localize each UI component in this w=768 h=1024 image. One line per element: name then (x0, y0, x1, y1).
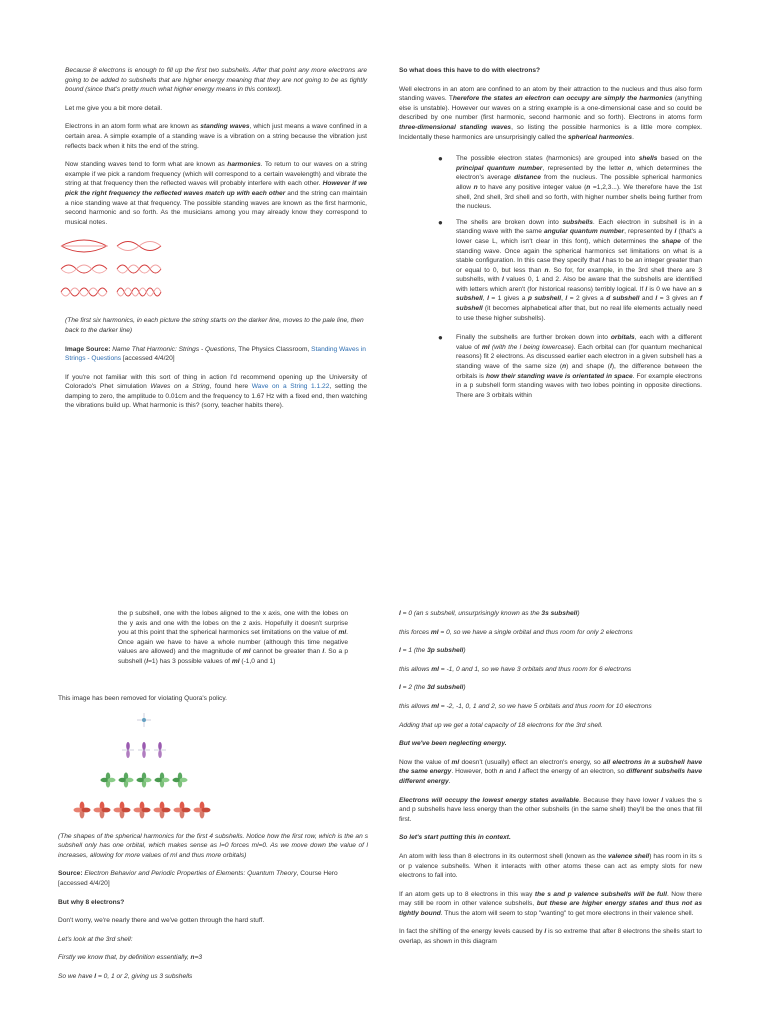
bullet-icon: ● (438, 333, 443, 343)
l0-line: l = 0 (an s subshell, unsurprisingly known as the 3s subshell) (399, 610, 580, 617)
eight-electrons-paragraph: If an atom gets up to 8 electrons in this way the s and p valence subshells will be full. Now there may still be room in other valence subshells, but these are higher energy states and thus not as tightly bound. Thus the atom will seem to stop "wanting" to get more electrons in their valence shell. (399, 890, 703, 917)
image-source-1: Image Source: Name That Harmonic: Strings - Questions, The Physics Classroom, Standing Waves in Strings - Questions [accessed 4/4/20] (65, 345, 366, 363)
bullet-icon: ● (438, 154, 443, 164)
electrons-paragraph: Well electrons in an atom are confined to an atom by their attraction to the nucleus and thus also form standing waves. Therefore the states an electron can occupy are simply the harmonics (anything else is unstable). However our waves on a string example is a one-dimensional case and so could be described by one number (first harmonic, second harmonic and so forth). Electrons in atoms form three-dimensional standing waves, so listing the possible harmonics is a little more complex. Incidentally these harmonics are unsurprisingly called the spherical harmonics. (399, 85, 702, 141)
n-equals-3: Firstly we know that, by definition essentially, n=3 (58, 954, 203, 962)
l2-allows: this allows ml = -2, -1, 0, 1 and 2, so we have 5 orbitals and thus room for 10 electrons (399, 702, 652, 710)
f-orbital-row (74, 801, 211, 818)
standing-waves-paragraph: Electrons in an atom form what are known as standing waves, which just means a wave confined in a certain area. A simple example of a standing wave is a vibration on a string because the vibration just reflects back when it hits the end of the string. (65, 123, 367, 150)
dont-worry-paragraph: Don't worry, we're nearly there and we've gotten through the hard stuff. (58, 917, 265, 925)
list-item-orbitals: ● Finally the subshells are further broken down into orbitals, each with a different value of ml (with the l being lowercase). Each orbital can (for quantum mechanical reasons) fit 2 electrons. As discussed earlier each electron in a given subshell has a standing wave of the same size (n) and shape (l), the difference between the orbitals is how their standing wave is orientated in space. For example electrons in a p subshell form standing waves with two lobes pointing in opposite directions. There are 3 orbitals within (438, 333, 702, 399)
electrons-heading: So what does this have to do with electrons? (399, 67, 541, 74)
harmonics-paragraph: Now standing waves tend to form what are known as harmonics. To return to our waves on a string example if we pick a random frequency (which will correspond to a certain wavelength) and vibrate the string at that frequency then the reflected waves will probably interfere with each other. However if we pick the right frequency the reflected waves match up with each other and the string can maintain a nice standing wave at that frequency. The possible standing waves are known as the first harmonic, second harmonic and so forth. As the musicians among you may already know they correspond to musical notes. (65, 161, 368, 226)
neglecting-energy: But we've been neglecting energy. (399, 740, 507, 748)
l1-line: l = 1 (the 3p subshell) (399, 647, 466, 655)
total-capacity: Adding that up we get a total capacity of 18 electrons for the 3rd shell. (399, 721, 603, 729)
removed-image-notice: This image has been removed for violating Quora's policy. (58, 695, 227, 702)
d-orbital-row (101, 772, 188, 787)
l0-forces: this forces ml = 0, so we have a single orbital and thus room for only 2 electrons (399, 628, 633, 636)
harmonics-caption: (The first six harmonics, in each picture the string starts on the darker line, moves to the pale line, then back to the darker line) (65, 317, 364, 334)
right-top-column (399, 66, 702, 406)
left-bottom-column (118, 609, 348, 676)
list-item-subshells: ● The shells are broken down into subshells. Each electron in subshell is in a standing wave with the same angular quantum number, represented by l (that's a lower case L, which isn't clear in this font), which determines the shape of the standing wave. Once again the spherical harmonics set limitations on what is a stable configuration. In this case they specify that l has to be an integer greater than or equal to 0, but less than n. So for, for example, in the 3rd shell there are 3 subshells, with l values 0, 1 and 2. Also be aware that the subshells are identified with letters which aren't (for historical reasons) terribly logical. If l is 0 we have an s subshell, l = 1 gives a p subshell, l = 2 gives a d subshell and l = 3 gives an f subshell (it becomes alphabetical after that, but no real life elements actually need to use these higher subshells). (438, 217, 703, 322)
phet-paragraph: If you're not familiar with this sort of thing in action I'd recommend opening up the University of Colorado's Phet simulation Waves on a String, found here Wave on a String 1.1.22, setting the damping to zero, the amplitude to 0.01cm and the frequency to 1.67 Hz with a fixed end, then watching the vibrations build up. What harmonic is this? (sorry, teacher habits there). (65, 373, 368, 410)
p-orbital-row (122, 742, 166, 758)
s-orbital-row (137, 713, 151, 727)
wave-on-string-link[interactable]: Wave on a String 1.1.22 (251, 383, 330, 391)
list-item-shells: ● The possible electron states (harmonics) are grouped into shells based on the principal quantum number, represented by the letter n, which determines the electron's average distance from the nucleus. The possible spherical harmonics allow n to have any positive integer value (n =1,2,3...). We therefore have the 1st shell, 2nd shell, 3rd shell and so forth, with higher number shells being further from the nucleus. (438, 154, 702, 211)
quantum-numbers-list (438, 154, 703, 400)
why-8-heading: But why 8 electrons? (58, 898, 125, 906)
harmonics-image (59, 236, 169, 306)
spherical-harmonics-image (62, 710, 242, 822)
l1-allows: this allows ml = -1, 0 and 1, so we have 3 orbitals and thus room for 6 electrons (399, 665, 632, 673)
intro-paragraph: Because 8 electrons is enough to fill up the first two subshells. After that point any more electrons are going to be added to subshells that are higher energy meaning that they are not going to be as tightly bound (since that's pretty much what higher energy means in this context). (65, 67, 367, 94)
l2-line: l = 2 (the 3d subshell) (399, 684, 466, 692)
left-bottom-column-2 (58, 694, 368, 991)
p-subshell-continuation: the p subshell, one with the lobes aligned to the x axis, one with the lobes on the y axis and one with the lobes on the z axis. Hopefully it doesn't surprise you at this point that the spherical harmonics set limitations on the value of ml. Once again we have to have a whole number (although this time negative values are allowed) and the magnitude of ml cannot be greater than l. So a p subshell (l=1) has 3 possible values of ml (-1,0 and 1) (118, 610, 348, 665)
occupy-paragraph: Electrons will occupy the lowest energy states available. Because they have lower l values the s and p subshells have less energy than the other subshells (in the same shell) they'll be the ones that fill first. (399, 796, 702, 823)
l-values: So we have l = 0, 1 or 2, giving us 3 subshells (58, 972, 193, 980)
bullet-icon: ● (438, 217, 443, 227)
right-bottom-column (399, 609, 702, 956)
image-source-2: Source: Electron Behavior and Periodic Properties of Elements: Quantum Theory, Course Hero [accessed 4/4/20] (58, 870, 338, 887)
left-top-column (65, 66, 367, 420)
context-heading: So let's start putting this in context. (399, 834, 511, 842)
detail-paragraph: Let me give you a bit more detail. (65, 104, 163, 112)
look-3rd-shell: Let's look at the 3rd shell: (58, 935, 133, 943)
shifting-paragraph: In fact the shifting of the energy levels caused by l is so extreme that after 8 electrons the shells start to overlap, as shown in this diagram (399, 928, 702, 946)
valence-paragraph: An atom with less than 8 electrons in its outermost shell (known as the valence shell) has room in its s or p valence subshells. When it interacts with other atoms these can act as empty slots for new electrons to fall into. (399, 852, 702, 880)
standing-waves-link[interactable]: Standing Waves in Strings - Questions (65, 345, 366, 363)
energy-paragraph: Now the value of ml doesn't (usually) effect an electron's energy, so all electrons in a subshell have the same energy. However, both n and l affect the energy of an electron, so different subshells have different energy. (399, 758, 702, 785)
spherical-harmonics-caption: (The shapes of the spherical harmonics for the first 4 subshells. Notice how the first row, which is the an s subshell only has one orbital, which makes sense as l=0 forces ml=0. As we move down the value of l increases, allowing for more values of ml and thus more orbitals) (58, 832, 368, 859)
